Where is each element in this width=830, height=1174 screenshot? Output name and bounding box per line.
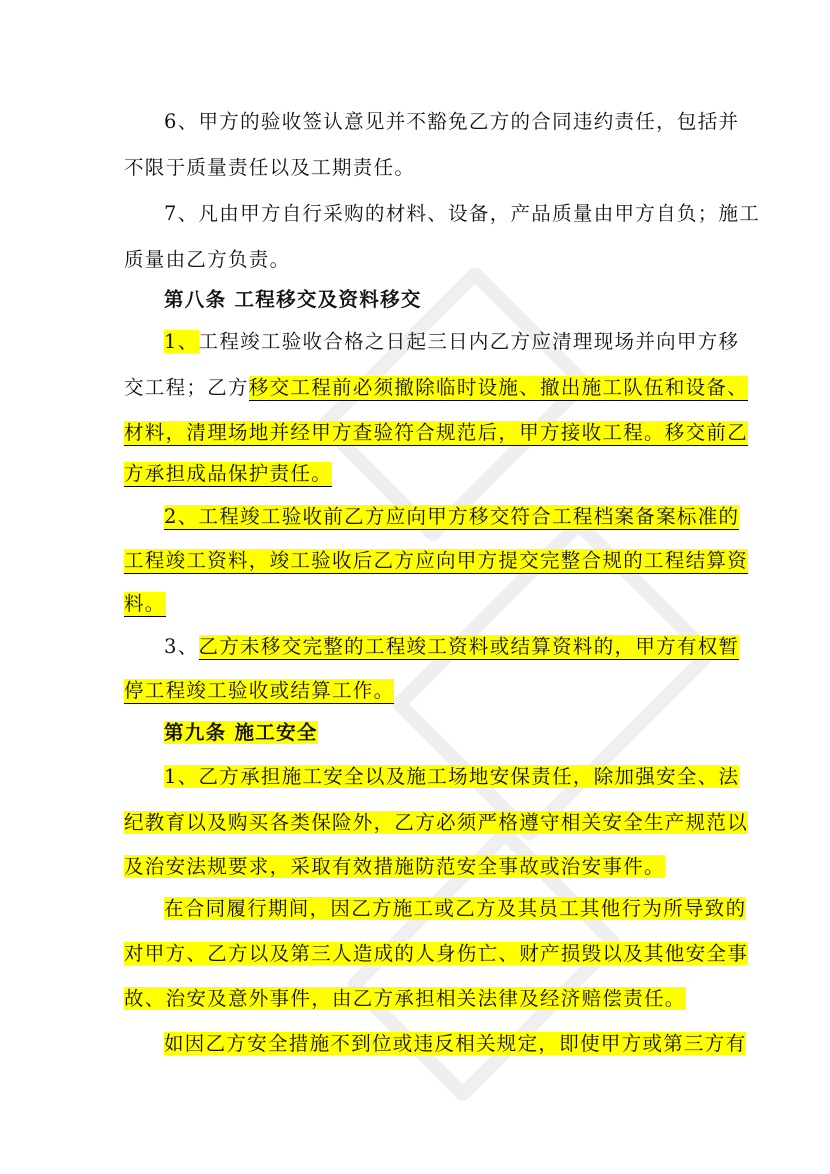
text-run: 工程竣工验收合格之日起三日内乙方应清理现场并向甲方移 — [198, 330, 740, 353]
highlighted-text: 工程竣工资料，竣工验收后乙方应向甲方提交完整合规的工程结算资 — [124, 549, 749, 572]
paragraph-line — [124, 244, 714, 276]
heading-text: 第九条 施工安全 — [164, 721, 318, 744]
paragraph-line — [124, 458, 714, 490]
heading-text: 第八条 工程移交及资料移交 — [164, 288, 422, 311]
highlighted-text: 对甲方、乙方以及第三人造成的人身伤亡、财产损毁以及其他安全事 — [124, 942, 749, 965]
paragraph-line — [164, 893, 747, 925]
paragraph-line — [124, 807, 749, 839]
highlighted-text: 材料，清理场地并经甲方查验符合规范后，甲方接收工程。移交前乙 — [124, 421, 749, 444]
paragraph-line — [164, 501, 740, 533]
paragraph-line — [164, 198, 761, 230]
paragraph-line — [124, 588, 714, 620]
highlighted-text: 2、工程竣工验收前乙方应向甲方移交符合工程档案备案标准的 — [164, 505, 740, 528]
highlighted-text: 在合同履行期间，因乙方施工或乙方及其员工其他行为所导致的 — [164, 897, 747, 920]
highlighted-text: 移交工程前必须撤除临时设施、撤出施工队伍和设备、 — [248, 376, 749, 399]
paragraph-line — [124, 675, 714, 707]
paragraph-line — [124, 938, 749, 970]
text-run: 7、凡由甲方自行采购的材料、设备，产品质量由甲方自负；施工 — [164, 202, 761, 225]
highlighted-text: 故、治安及意外事件，由乙方承担相关法律及经济赔偿责任。 — [124, 987, 686, 1010]
paragraph-line — [124, 417, 749, 449]
paragraph-line — [164, 761, 740, 793]
highlighted-text: 方承担成品保护责任。 — [124, 462, 333, 485]
paragraph-line — [164, 326, 740, 358]
text-run: 交工程；乙方 — [124, 376, 249, 399]
paragraph-line — [164, 1028, 747, 1060]
text-run: 6、甲方的验收签认意见并不豁免乙方的合同违约责任，包括并 — [164, 110, 740, 133]
highlighted-text: 及治安法规要求，采取有效措施防范安全事故或治安事件。 — [124, 855, 665, 878]
highlighted-text: 料。 — [124, 592, 166, 615]
highlighted-text: 如因乙方安全措施不到位或违反相关规定，即使甲方或第三方有 — [164, 1032, 747, 1055]
text-run: 不限于质量责任以及工期责任。 — [124, 156, 416, 179]
section-heading — [164, 717, 714, 749]
paragraph-line — [164, 631, 740, 663]
paragraph-line — [124, 545, 749, 577]
section-heading — [164, 284, 714, 316]
highlighted-text: 乙方未移交完整的工程竣工资料或结算资料的，甲方有权暂 — [198, 635, 740, 658]
text-run: 3、 — [164, 635, 199, 658]
highlighted-text: 1、乙方承担施工安全以及施工场地安保责任，除加强安全、法 — [164, 765, 740, 788]
highlighted-text: 停工程竣工验收或结算工作。 — [124, 679, 395, 702]
highlighted-text: 1、 — [164, 330, 199, 353]
paragraph-line — [164, 106, 740, 138]
text-run: 质量由乙方负责。 — [124, 248, 291, 271]
highlighted-text: 纪教育以及购买各类保险外，乙方必须严格遵守相关安全生产规范以 — [124, 811, 749, 834]
paragraph-line — [124, 152, 714, 184]
paragraph-line — [124, 851, 714, 883]
paragraph-line — [124, 983, 714, 1015]
paragraph-line — [124, 372, 749, 404]
